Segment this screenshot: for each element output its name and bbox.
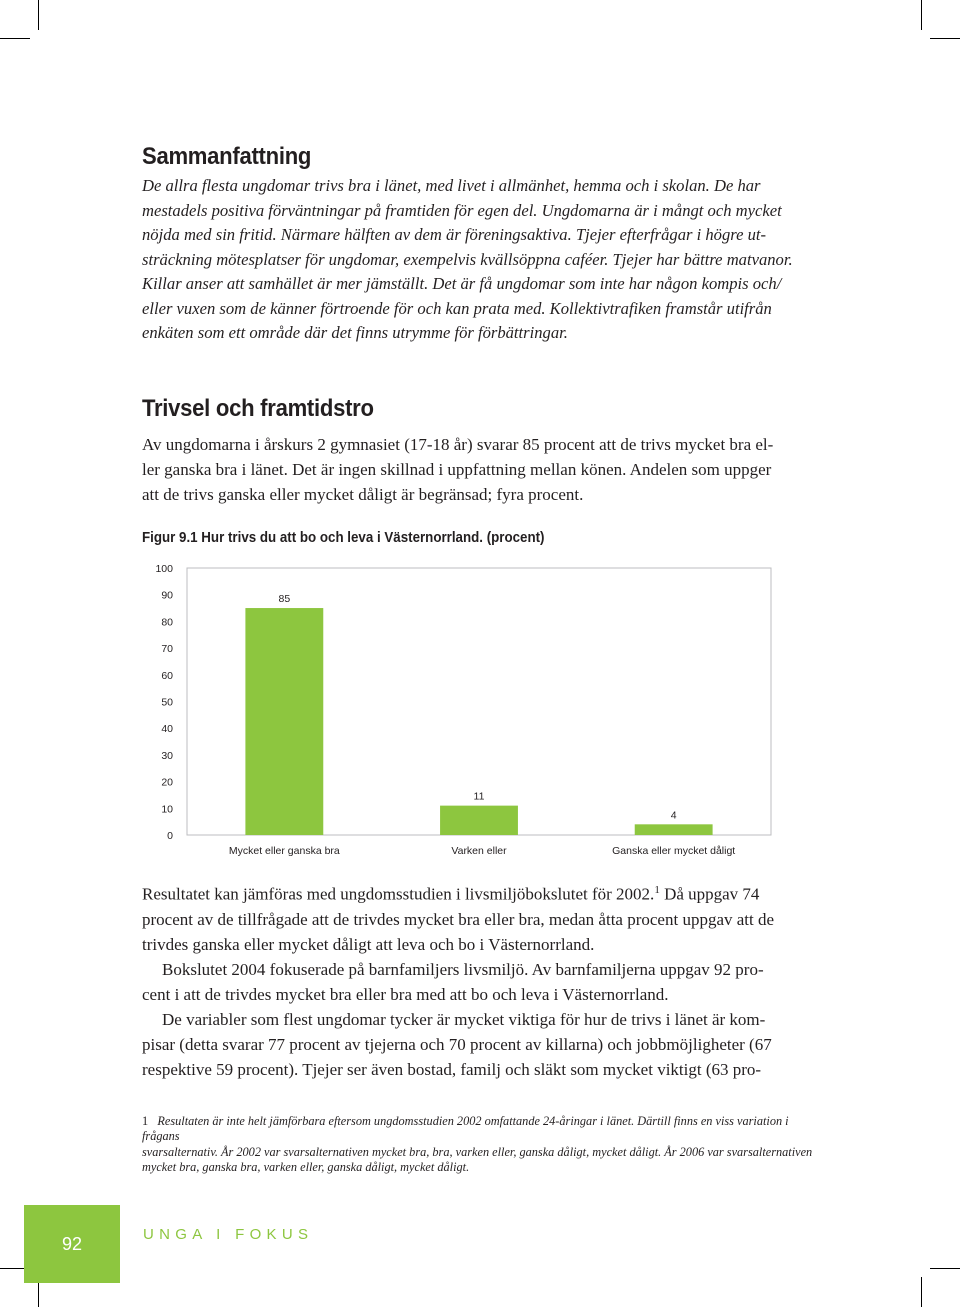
bar-data-label: 4 (670, 809, 677, 822)
y-tick-label: 70 (161, 643, 173, 656)
summary-heading: Sammanfattning (142, 143, 312, 170)
y-tick-label: 50 (161, 696, 173, 709)
crop-mark (921, 1277, 922, 1307)
section-heading: Trivsel och framtidstro (142, 394, 374, 422)
paragraph-comparison-a: Resultatet kan jämföras med ungdomsstudien i livsmiljöbokslutet för 2002. (142, 884, 655, 904)
crop-mark (921, 0, 922, 30)
y-tick-label: 40 (161, 723, 173, 736)
category-label: Ganska eller mycket dåligt (612, 845, 736, 857)
y-tick-label: 30 (161, 749, 173, 762)
bar-data-label: 11 (473, 790, 485, 803)
running-title: UNGA I FOKUS (143, 1226, 314, 1243)
footnote-ref: 1 (654, 884, 660, 896)
category-label: Varken eller (451, 845, 507, 857)
bar-chart (140, 555, 820, 865)
y-tick-label: 20 (161, 776, 173, 789)
paragraph-comparison-b: Då uppgav 74 procent av de tillfrågade att de trivdes mycket bra eller bra, medan åtta procent uppgav att de trivdes ganska eller mycket dåligt att leva och bo i Västernorrland. (142, 884, 775, 954)
summary-text: De allra flesta ungdomar trivs bra i länet, med livet i allmänhet, hemma och i skolan. De har mestadels positiva förväntningar på framtiden för egen del. Ungdomarna är i mångt och mycket nöjda med sin fritid. Närmare hälften av dem är föreningsaktiva. Tjejer efterfrågar i högre ut- sträckning mötesplatser för ungdomar, exempelvis kvällsöppna caféer. Tjejer har bättre matvanor. Killar anser att samhället är mer jämställt. Det är få ungdomar som inte har någon kompis och/ eller vuxen som de känner förtroende för och kan prata med. Kollektivtrafiken framstår utifrån enkäten som ett område där det finns utrymme för förbättringar. (142, 176, 793, 342)
y-tick-label: 90 (161, 589, 173, 602)
paragraph-bokslut: Bokslutet 2004 fokuserade på barnfamiljers livsmiljö. Av barnfamiljerna uppgav 92 pro- cent i att de trivdes mycket bra eller bra med att bo och leva i Västernorrland. (142, 959, 764, 1004)
paragraph-variables: De variabler som flest ungdomar tycker är mycket viktiga för hur de trivs i länet är kom- pisar (detta svarar 77 procent av tjejerna och 70 procent av killarna) och jobbmöjligheter (67 respektive 59 procent). Tjejer ser även bostad, familj och släkt som mycket viktigt (63 pro- (142, 1009, 772, 1079)
crop-mark (930, 38, 960, 39)
after-chart-text (142, 878, 822, 1176)
crop-mark (0, 38, 30, 39)
y-tick-label: 80 (161, 616, 173, 629)
paragraph-comparison (142, 878, 822, 957)
page-content (142, 142, 822, 546)
y-tick-label: 100 (155, 563, 173, 575)
y-tick-label: 60 (161, 669, 173, 682)
page-number-box (24, 1205, 120, 1283)
bar (635, 824, 713, 835)
footnote-text: Resultaten är inte helt jämförbara eftersom ungdomsstudien 2002 omfattande 24-åringar i länet. Därtill finns en viss variation i frågans svarsalternativ. År 2002 var svarsalternativen mycket bra, bra, varken eller, ganska dåligt, mycket dåligt. År 2006 var svarsalternativen mycket bra, ganska bra, varken eller, ganska dåligt, mycket dåligt. (142, 1113, 813, 1175)
crop-mark (38, 0, 39, 30)
bar-data-label: 85 (278, 593, 291, 606)
y-tick-label: 0 (167, 830, 173, 842)
category-label: Mycket eller ganska bra (228, 845, 340, 857)
footnote-number: 1 (142, 1113, 149, 1128)
section-text: Av ungdomarna i årskurs 2 gymnasiet (17-18 år) svarar 85 procent att de trivs mycket bra el- ler ganska bra i länet. Det är ingen skillnad i uppfattning mellan könen. Andelen som uppger att de trivs ganska eller mycket dåligt är begränsad; fyra procent. (142, 434, 774, 504)
crop-mark (930, 1268, 960, 1269)
bar (440, 806, 518, 835)
figure-title: Figur 9.1 Hur trivs du att bo och leva i Västernorrland. (procent) (142, 529, 545, 546)
bar (245, 608, 323, 835)
page-number: 92 (61, 1233, 83, 1254)
y-tick-label: 10 (161, 803, 173, 816)
footnote (142, 1114, 822, 1176)
